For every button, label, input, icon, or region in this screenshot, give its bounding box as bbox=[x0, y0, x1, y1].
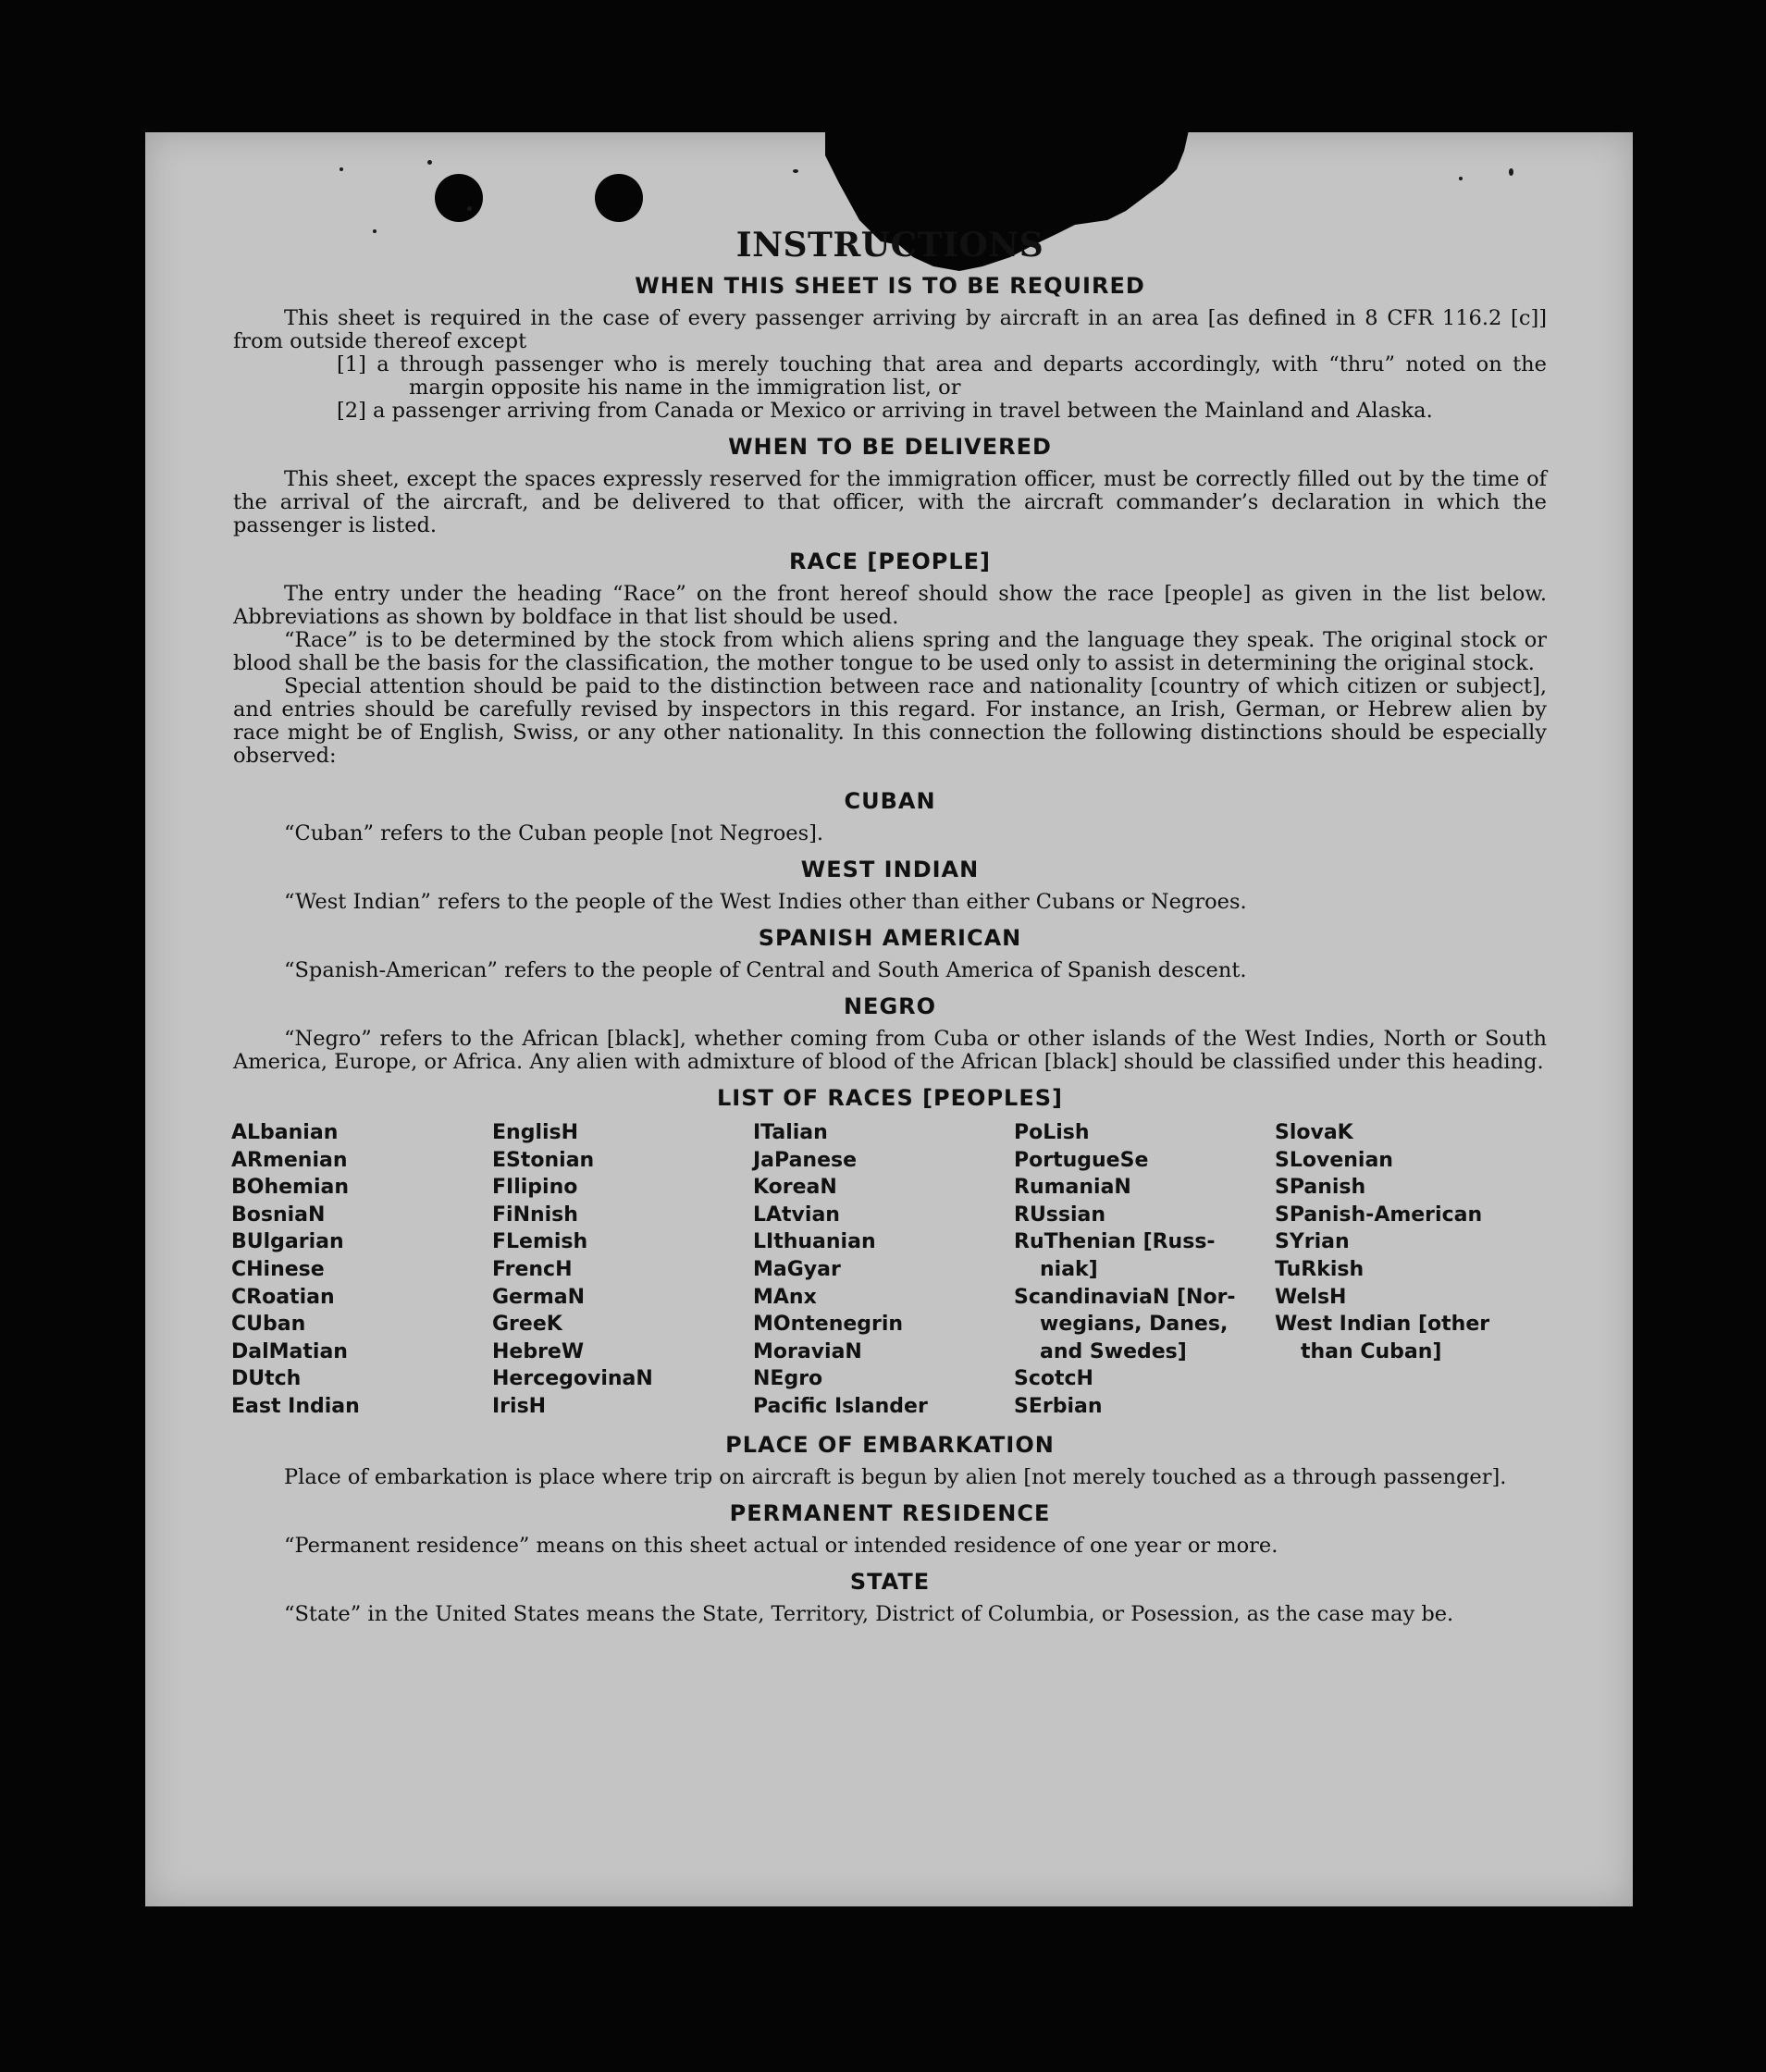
race-entry: TuRkish bbox=[1275, 1257, 1365, 1281]
race-entry: FIlipino bbox=[492, 1176, 578, 1200]
race-entry: SErbian bbox=[1014, 1394, 1103, 1418]
race-entry: FiNnish bbox=[492, 1202, 578, 1227]
race-entry: ScandinaviaN [Nor- bbox=[1014, 1285, 1236, 1309]
negro-text: “Negro” refers to the African [black], whether coming from Cuba or other islands of the West Indies, North or South America, Europe, or Africa. Any alien with admixture of blood of the African [black] should be classified under this heading. bbox=[233, 1027, 1547, 1074]
race-entry: East Indian bbox=[231, 1394, 360, 1418]
race-entry: HercegovinaN bbox=[492, 1367, 653, 1391]
race-entry: CHinese bbox=[231, 1257, 325, 1281]
race-entry: FrencH bbox=[492, 1257, 573, 1281]
race-paragraph-1: The entry under the heading “Race” on the front hereof should show the race [people] as given in the list below. Abbreviations as shown by boldface in that list should be used. bbox=[233, 582, 1547, 629]
heading-list-of-races: LIST OF RACES [PEOPLES] bbox=[717, 1085, 1063, 1111]
required-item-2: [2] a passenger arriving from Canada or Mexico or arriving in travel between the Mainland and Alaska. bbox=[337, 399, 1433, 423]
race-paragraph-2: “Race” is to be determined by the stock from which aliens spring and the language they speak. The original stock or blood shall be the basis for the classification, the mother tongue to be used only to assist in determining the original stock. bbox=[233, 628, 1547, 675]
race-entry: SYrian bbox=[1275, 1230, 1350, 1254]
race-entry: BosniaN bbox=[231, 1202, 326, 1227]
heading-spanish-american: SPANISH AMERICAN bbox=[758, 925, 1022, 951]
race-entry: LIthuanian bbox=[753, 1230, 876, 1254]
embarkation-text: Place of embarkation is place where trip on aircraft is begun by alien [not merely touched as a through passenger]. bbox=[284, 1464, 1507, 1489]
race-entry: DalMatian bbox=[231, 1339, 348, 1363]
race-entry: SPanish bbox=[1275, 1176, 1366, 1200]
race-entry: DUtch bbox=[231, 1367, 302, 1391]
race-entry: NEgro bbox=[753, 1367, 823, 1391]
race-entry: RumaniaN bbox=[1014, 1176, 1131, 1200]
west-indian-text: “West Indian” refers to the people of the West Indies other than either Cubans or Negroes. bbox=[284, 890, 1247, 914]
race-entry: CRoatian bbox=[231, 1285, 335, 1309]
heading-race: RACE [PEOPLE] bbox=[788, 549, 992, 574]
race-entry: MoraviaN bbox=[753, 1339, 862, 1363]
heading-west-indian: WEST INDIAN bbox=[800, 857, 980, 882]
race-entry: ARmenian bbox=[231, 1148, 348, 1172]
race-entry: MaGyar bbox=[753, 1257, 841, 1281]
required-item-1: [1] a through passenger who is merely touching that area and departs accordingly, with “thru” noted on the margin opposite his name in the immigration list, or bbox=[337, 352, 1547, 400]
race-entry: MAnx bbox=[753, 1285, 817, 1309]
race-entry: ScotcH bbox=[1014, 1367, 1093, 1391]
heading-negro: NEGRO bbox=[843, 993, 937, 1019]
instructions-content bbox=[231, 226, 1547, 1626]
race-entry: EStonian bbox=[492, 1148, 595, 1172]
race-entry: PoLish bbox=[1014, 1121, 1090, 1144]
race-entry: RUssian bbox=[1014, 1202, 1106, 1227]
race-entry: ITalian bbox=[753, 1121, 828, 1144]
race-entry: EnglisH bbox=[492, 1121, 579, 1144]
heading-required: WHEN THIS SHEET IS TO BE REQUIRED bbox=[635, 273, 1145, 299]
race-paragraph-3: Special attention should be paid to the distinction between race and nationality [country of which citizen or subject], and entries should be carefully revised by inspectors in this regard. For instance, an Irish, German, or Hebrew alien by race might be of English, Swiss, or any other nationality. In this connection the following distinctions should be especially observed: bbox=[233, 674, 1547, 768]
race-entry: Pacific Islander bbox=[753, 1394, 928, 1418]
race-entry: PortugueSe bbox=[1014, 1148, 1149, 1172]
heading-residence: PERMANENT RESIDENCE bbox=[729, 1499, 1051, 1526]
residence-text: “Permanent residence” means on this sheet actual or intended residence of one year or more. bbox=[284, 1533, 1278, 1558]
document-sheet bbox=[145, 132, 1633, 1906]
races-column-3 bbox=[753, 1119, 1014, 1421]
state-text: “State” in the United States means the State, Territory, District of Columbia, or Posession, as the case may be. bbox=[284, 1601, 1454, 1626]
races-column-2 bbox=[492, 1119, 753, 1421]
races-column-5 bbox=[1275, 1119, 1536, 1421]
race-entry: KoreaN bbox=[753, 1176, 837, 1200]
race-entry: wegians, Danes, bbox=[1040, 1313, 1229, 1337]
races-column-4 bbox=[1014, 1119, 1275, 1421]
race-entry: SPanish-American bbox=[1275, 1202, 1483, 1227]
race-entry: FLemish bbox=[492, 1230, 588, 1254]
spanish-american-text: “Spanish-American” refers to the people of Central and South America of Spanish descent. bbox=[284, 958, 1247, 982]
race-entry: CUban bbox=[231, 1313, 306, 1337]
heading-cuban: CUBAN bbox=[844, 788, 936, 814]
race-entry: HebreW bbox=[492, 1339, 585, 1363]
page-title: INSTRUCTIONS bbox=[735, 226, 1044, 265]
race-entry: JaPanese bbox=[753, 1148, 858, 1172]
cuban-text: “Cuban” refers to the Cuban people [not Negroes]. bbox=[284, 821, 824, 845]
race-entry: LAtvian bbox=[753, 1202, 840, 1227]
race-entry: and Swedes] bbox=[1040, 1339, 1187, 1363]
race-entry: GreeK bbox=[492, 1313, 562, 1337]
race-entry: BOhemian bbox=[231, 1176, 350, 1200]
heading-state: STATE bbox=[849, 1568, 931, 1595]
delivered-text: This sheet, except the spaces expressly reserved for the immigration officer, must be correctly filled out by the time of the arrival of the aircraft, and be delivered to that officer, with the aircraft commander’s declaration in which the passenger is listed. bbox=[233, 467, 1547, 537]
race-entry: RuThenian [Russ- bbox=[1014, 1230, 1216, 1254]
race-entry: GermaN bbox=[492, 1285, 586, 1309]
race-entry: WelsH bbox=[1275, 1285, 1347, 1309]
race-entry: MOntenegrin bbox=[753, 1313, 904, 1337]
race-entry: IrisH bbox=[492, 1394, 547, 1418]
race-entry: SLovenian bbox=[1275, 1148, 1393, 1172]
heading-delivered: WHEN TO BE DELIVERED bbox=[728, 434, 1052, 460]
races-list bbox=[231, 1119, 1547, 1421]
races-column-1 bbox=[231, 1119, 492, 1421]
race-entry: SlovaK bbox=[1275, 1121, 1353, 1144]
race-entry: West Indian [other bbox=[1275, 1313, 1490, 1337]
race-entry: niak] bbox=[1040, 1257, 1098, 1281]
race-entry: than Cuban] bbox=[1301, 1339, 1442, 1363]
race-entry: ALbanian bbox=[231, 1121, 339, 1144]
race-entry: BUlgarian bbox=[231, 1230, 344, 1254]
required-intro: This sheet is required in the case of every passenger arriving by aircraft in an area [as defined in 8 CFR 116.2 [c]] from outside thereof except bbox=[233, 306, 1547, 353]
heading-embarkation: PLACE OF EMBARKATION bbox=[725, 1431, 1055, 1458]
